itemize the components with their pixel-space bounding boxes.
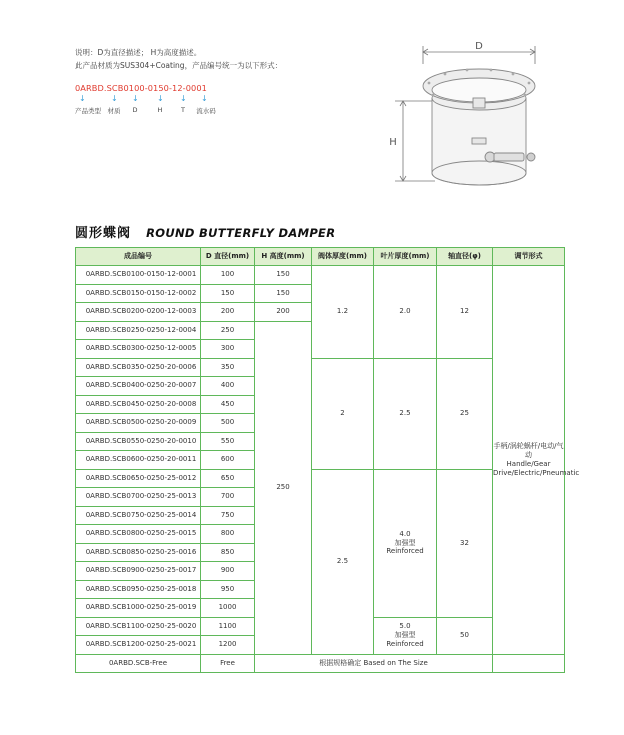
model-cell: 0ARBD.SCB0850-0250-25-0016 (76, 543, 201, 562)
blade-reinforced-cn: 加强型 (394, 538, 416, 547)
table-row (76, 266, 565, 285)
blade-thickness-cell: 2.5 (374, 358, 437, 469)
blade-thickness-cell: 2.0 (374, 266, 437, 359)
blade-thickness-cell (374, 469, 437, 617)
blade-thickness-value: 5.0 (399, 622, 411, 631)
header-adjustment: 调节形式 (493, 248, 565, 266)
diameter-cell: 700 (201, 488, 255, 507)
model-cell: 0ARBD.SCB0500-0250-20-0009 (76, 414, 201, 433)
diameter-cell: 600 (201, 451, 255, 470)
diameter-cell: 250 (201, 321, 255, 340)
diameter-cell: 400 (201, 377, 255, 396)
diameter-cell: 500 (201, 414, 255, 433)
model-cell: 0ARBD.SCB0300-0250-12-0005 (76, 340, 201, 359)
model-cell: 0ARBD.SCB0750-0250-25-0014 (76, 506, 201, 525)
header-shaft-diameter: 轴直径(φ) (437, 248, 493, 266)
shaft-diameter-cell: 12 (437, 266, 493, 359)
body-thickness-cell: 2.5 (312, 469, 374, 654)
model-cell: 0ARBD.SCB0700-0250-25-0013 (76, 488, 201, 507)
diameter-cell: 150 (201, 284, 255, 303)
code-label-d: D (132, 106, 138, 114)
diameter-cell: 800 (201, 525, 255, 544)
arrow-down-icon: ↓ (201, 94, 208, 103)
adjustment-cell (493, 266, 580, 655)
model-cell: 0ARBD.SCB0350-0250-20-0006 (76, 358, 201, 377)
diameter-cell: 850 (201, 543, 255, 562)
model-cell: 0ARBD.SCB1100-0250-25-0020 (76, 617, 201, 636)
diameter-cell: 750 (201, 506, 255, 525)
diameter-cell: 350 (201, 358, 255, 377)
diameter-cell: 100 (201, 266, 255, 285)
diameter-cell: 1200 (201, 636, 255, 655)
header-model: 成品编号 (76, 248, 201, 266)
diameter-cell: 550 (201, 432, 255, 451)
arrow-down-icon: ↓ (79, 94, 86, 103)
model-cell: 0ARBD.SCB1200-0250-25-0021 (76, 636, 201, 655)
model-cell: 0ARBD.SCB0150-0150-12-0002 (76, 284, 201, 303)
diameter-cell: 900 (201, 562, 255, 581)
header-blade-thickness: 叶片厚度(mm) (374, 248, 437, 266)
section-title (75, 222, 335, 241)
diameter-cell: 450 (201, 395, 255, 414)
model-cell: 0ARBD.SCB0900-0250-25-0017 (76, 562, 201, 581)
material-note: 此产品材质为SUS304+Coating，产品编号统一为以下形式： (75, 61, 283, 70)
height-cell: 250 (255, 321, 312, 654)
height-cell: 150 (255, 284, 312, 303)
code-label-material: 材质 (107, 107, 121, 115)
model-cell: 0ARBD.SCB1000-0250-25-0019 (76, 599, 201, 618)
model-cell: 0ARBD.SCB0550-0250-20-0010 (76, 432, 201, 451)
shaft-diameter-cell: 50 (437, 617, 493, 654)
blade-reinforced-cn: 加强型 (394, 631, 416, 640)
code-example: 0ARBD.SCB0100-0150-12-0001 (75, 83, 207, 93)
model-cell: 0ARBD.SCB0650-0250-25-0012 (76, 469, 201, 488)
table-row (76, 469, 565, 488)
body-thickness-cell: 1.2 (312, 266, 374, 359)
table-row (76, 358, 565, 377)
spec-table (75, 247, 580, 673)
arrow-down-icon: ↓ (157, 94, 164, 103)
model-cell: 0ARBD.SCB0200-0200-12-0003 (76, 303, 201, 322)
empty-cell (493, 654, 565, 673)
diameter-cell: 1000 (201, 599, 255, 618)
diameter-cell: 300 (201, 340, 255, 359)
section-title-cn: 圆形蝶阀 (75, 226, 132, 241)
adjustment-cn: 手柄/涡轮蜗杆/电动/气动 (493, 442, 564, 459)
table-header-row (76, 248, 565, 266)
dimension-h-label: H (389, 137, 397, 148)
table-row-free (76, 654, 565, 673)
code-label-t: T (181, 106, 185, 114)
diameter-cell: 950 (201, 580, 255, 599)
model-cell: 0ARBD.SCB0250-0250-12-0004 (76, 321, 201, 340)
height-cell: 200 (255, 303, 312, 322)
blade-reinforced-en: Reinforced (386, 547, 424, 556)
code-label-type: 产品类型 (75, 107, 101, 115)
description-note: 说明：D为直径描述； H为高度描述。 (75, 48, 202, 57)
arrow-down-icon: ↓ (132, 94, 139, 103)
arrow-down-icon: ↓ (180, 94, 187, 103)
shaft-diameter-cell: 25 (437, 358, 493, 469)
damper-drawing (385, 38, 555, 198)
model-cell: 0ARBD.SCB0800-0250-25-0015 (76, 525, 201, 544)
diameter-cell: 200 (201, 303, 255, 322)
model-cell: 0ARBD.SCB0450-0250-20-0008 (76, 395, 201, 414)
free-note-cell: 根据规格确定 Based on The Size (255, 654, 493, 673)
model-cell: 0ARBD.SCB-Free (76, 654, 201, 673)
height-cell: 150 (255, 266, 312, 285)
header-body-thickness: 阀体厚度(mm) (312, 248, 374, 266)
arrow-down-icon: ↓ (111, 94, 118, 103)
model-cell: 0ARBD.SCB0950-0250-25-0018 (76, 580, 201, 599)
code-label-h: H (157, 106, 163, 114)
diameter-cell: Free (201, 654, 255, 673)
model-cell: 0ARBD.SCB0100-0150-12-0001 (76, 266, 201, 285)
blade-thickness-cell (374, 617, 437, 654)
diameter-cell: 650 (201, 469, 255, 488)
body-thickness-cell: 2 (312, 358, 374, 469)
model-cell: 0ARBD.SCB0600-0250-20-0011 (76, 451, 201, 470)
blade-reinforced-en: Reinforced (386, 639, 424, 648)
dimension-d-label: D (475, 41, 483, 52)
shaft-diameter-cell: 32 (437, 469, 493, 617)
model-cell: 0ARBD.SCB0400-0250-20-0007 (76, 377, 201, 396)
blade-thickness-value: 4.0 (399, 529, 411, 538)
code-label-serial: 流水码 (196, 107, 216, 115)
diameter-cell: 1100 (201, 617, 255, 636)
section-title-en: ROUND BUTTERFLY DAMPER (146, 226, 336, 240)
header-height: H 高度(mm) (255, 248, 312, 266)
header-diameter: D 直径(mm) (201, 248, 255, 266)
adjustment-en: Handle/Gear Drive/Electric/Pneumatic (493, 459, 580, 477)
